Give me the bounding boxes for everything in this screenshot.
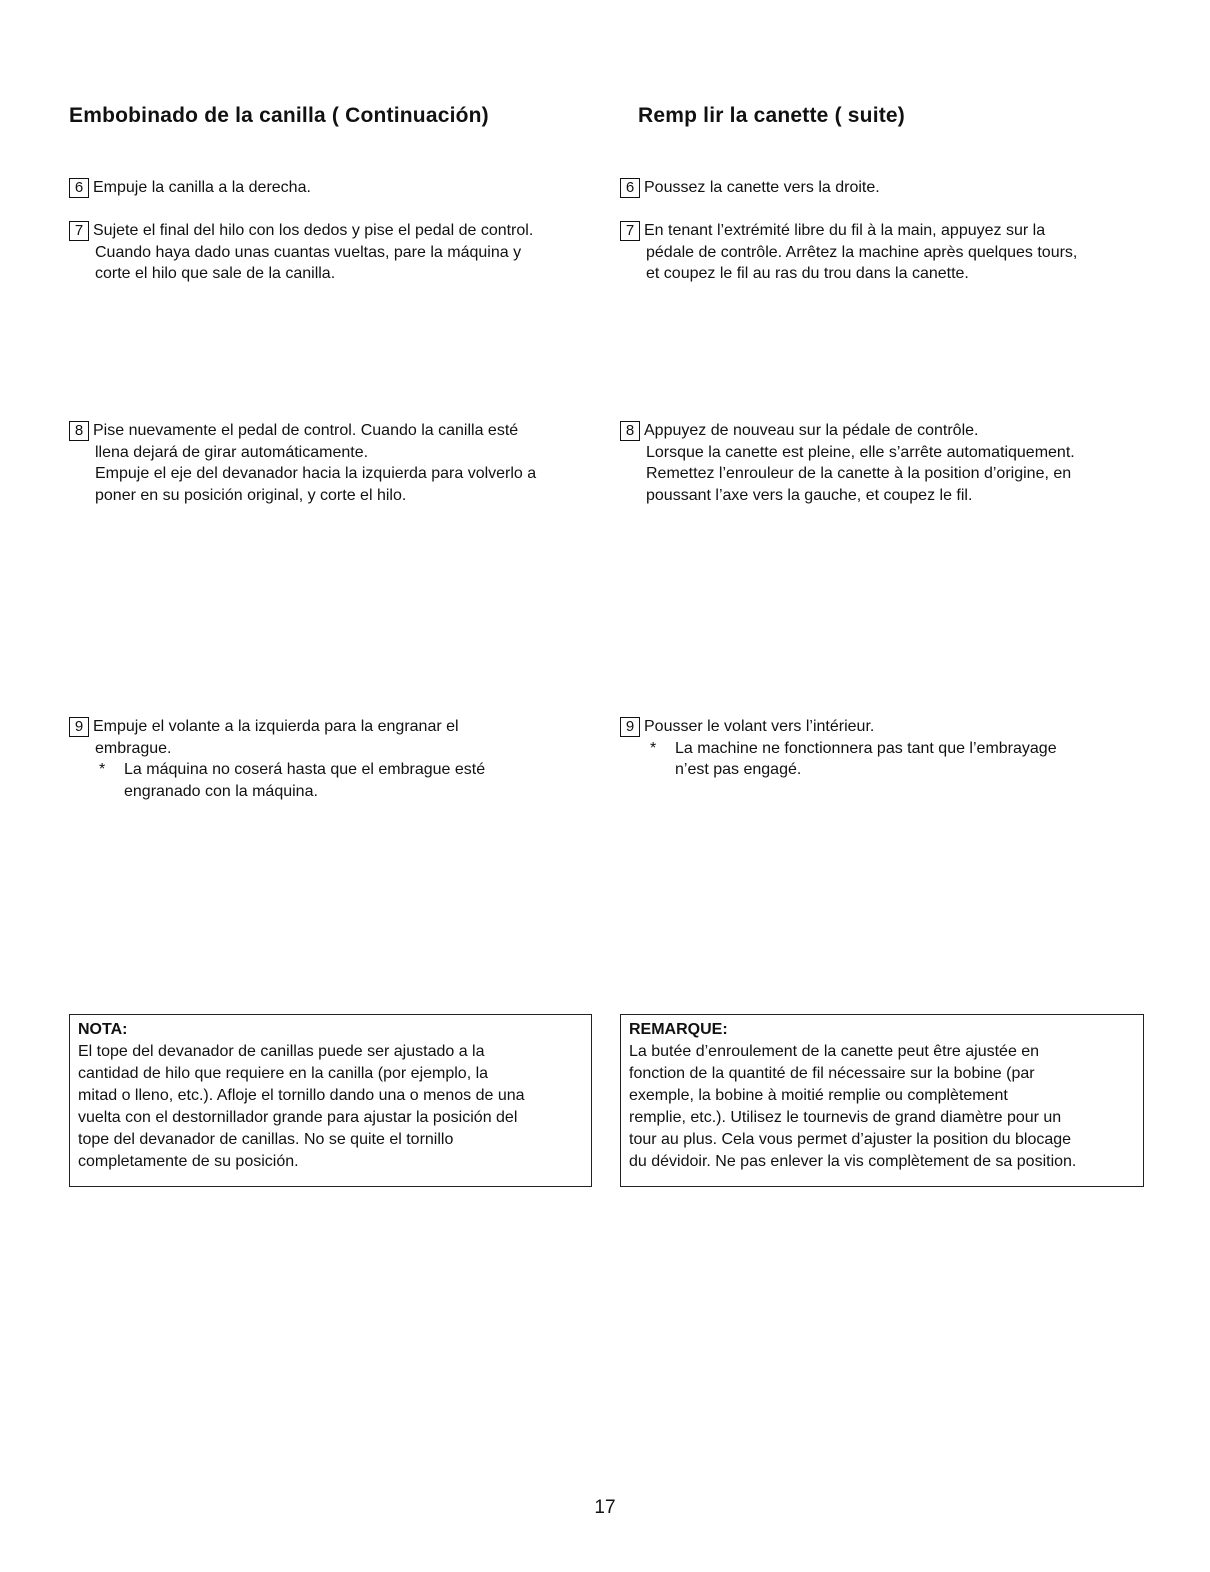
note-text: completamente de su posición.: [78, 1153, 299, 1170]
step-number: 6: [69, 178, 89, 198]
step-7-spanish: [69, 220, 533, 285]
note-text: fonction de la quantité de fil nécessaire sur la bobine (par: [629, 1065, 1035, 1082]
step-text: corte el hilo que sale de la canilla.: [95, 265, 336, 282]
step-text: embrague.: [95, 739, 172, 757]
step-number: 8: [69, 421, 89, 441]
note-text: exemple, la bobine à moitié remplie ou complètement: [629, 1087, 1008, 1104]
step-text: poussant l’axe vers la gauche, et coupez le fil.: [646, 486, 973, 504]
step-text: poner en su posición original, y corte el hilo.: [95, 486, 407, 504]
asterisk-icon: *: [650, 739, 657, 757]
step-text: Appuyez de nouveau sur la pédale de contrôle.: [644, 422, 979, 439]
note-text: El tope del devanador de canillas puede ser ajustado a la: [78, 1043, 485, 1060]
step-8-spanish: [69, 420, 536, 506]
step-note: [620, 738, 1057, 760]
step-note: [620, 759, 1057, 781]
step-text: Cuando haya dado unas cuantas vueltas, pare la máquina y: [95, 243, 522, 261]
page-number: 17: [594, 1497, 616, 1518]
note-text: La machine ne fonctionnera pas tant que l’embrayage: [675, 739, 1057, 757]
note-box-french: [620, 1014, 1144, 1187]
note-text: tour au plus. Cela vous permet d’ajuster la position du blocage: [629, 1131, 1072, 1148]
step-text: Empuje la canilla a la derecha.: [93, 179, 311, 196]
note-text: La máquina no coserá hasta que el embrague esté: [124, 761, 486, 778]
step-text: Sujete el final del hilo con los dedos y pise el pedal de control.: [93, 222, 534, 239]
step-6-spanish: [69, 177, 311, 199]
step-6-french: [620, 177, 880, 199]
step-number: 6: [620, 178, 640, 198]
step-number: 9: [69, 717, 89, 737]
step-number: 9: [620, 717, 640, 737]
step-9-spanish: [69, 716, 485, 802]
step-text: llena dejará de girar automáticamente.: [95, 443, 369, 461]
note-text: cantidad de hilo que requiere en la canilla (por ejemplo, la: [78, 1065, 489, 1082]
step-text: En tenant l’extrémité libre du fil à la main, appuyez sur la: [644, 222, 1046, 239]
step-note: [69, 759, 485, 781]
note-text: La butée d’enroulement de la canette peut être ajustée en: [629, 1043, 1040, 1060]
note-label: REMARQUE:: [629, 1021, 728, 1038]
note-text: n’est pas engagé.: [675, 761, 802, 778]
step-text: Pousser le volant vers l’intérieur.: [644, 718, 875, 735]
step-text: Remettez l’enrouleur de la canette à la position d’origine, en: [646, 465, 1072, 482]
note-text: vuelta con el destornillador grande para ajustar la posición del: [78, 1109, 518, 1126]
asterisk-icon: *: [99, 761, 106, 778]
step-text: pédale de contrôle. Arrêtez la machine après quelques tours,: [646, 243, 1078, 261]
step-8-french: [620, 420, 1075, 506]
step-number: 7: [620, 221, 640, 241]
step-text: Empuje el eje del devanador hacia la izquierda para volverlo a: [95, 465, 537, 482]
note-label: NOTA:: [78, 1021, 128, 1038]
note-box-spanish: [69, 1014, 592, 1187]
title-spanish: Embobinado de la canilla ( Continuación): [69, 104, 489, 127]
note-text: mitad o lleno, etc.). Afloje el tornillo dando una o menos de una: [78, 1087, 525, 1104]
step-9-french: [620, 716, 1057, 781]
note-text: engranado con la máquina.: [124, 782, 318, 800]
step-text: Poussez la canette vers la droite.: [644, 179, 880, 196]
title-french: Remp lir la canette ( suite): [638, 104, 906, 127]
step-number: 8: [620, 421, 640, 441]
step-text: Empuje el volante a la izquierda para la engranar el: [93, 718, 459, 735]
note-text: du dévidoir. Ne pas enlever la vis complètement de sa position.: [629, 1153, 1077, 1170]
step-text: Lorsque la canette est pleine, elle s’arrête automatiquement.: [646, 443, 1075, 461]
step-number: 7: [69, 221, 89, 241]
step-text: et coupez le fil au ras du trou dans la canette.: [646, 265, 969, 282]
step-note: [69, 781, 485, 803]
step-text: Pise nuevamente el pedal de control. Cuando la canilla esté: [93, 422, 519, 439]
note-text: tope del devanador de canillas. No se quite el tornillo: [78, 1131, 454, 1148]
step-7-french: [620, 220, 1077, 285]
note-text: remplie, etc.). Utilisez le tournevis de grand diamètre pour un: [629, 1109, 1062, 1126]
